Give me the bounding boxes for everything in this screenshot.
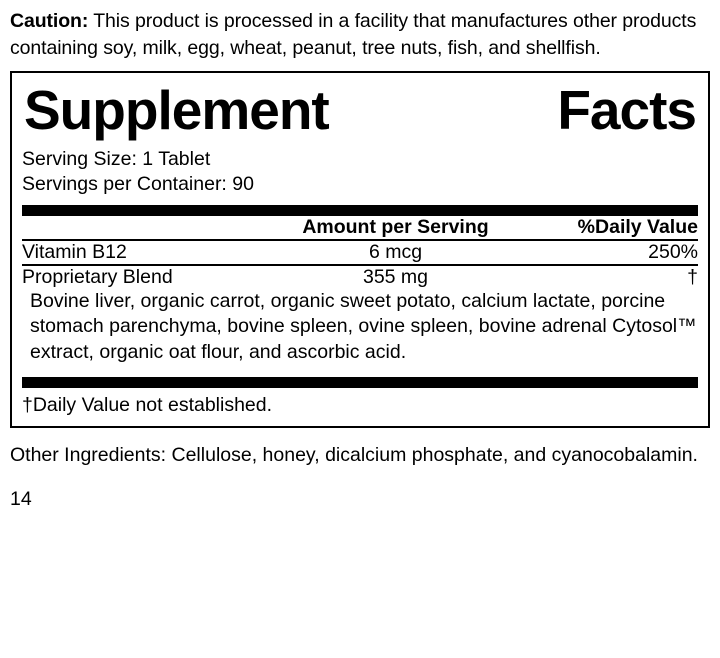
- page-number: 14: [10, 488, 32, 510]
- row-name-vitamin-b12: Vitamin B12: [22, 241, 127, 263]
- row-dv-proprietary-blend: †: [687, 265, 698, 288]
- daily-value-footnote: †Daily Value not established.: [22, 394, 273, 416]
- caution-text: This product is processed in a facility that manufactures other products containing soy, milk, egg, wheat, peanut, tree nuts, fish, and shellfish.: [10, 10, 697, 59]
- table-row: [22, 241, 698, 264]
- header-daily-value: %Daily Value: [577, 216, 698, 238]
- serving-size: Serving Size: 1 Tablet: [22, 148, 211, 170]
- supplement-facts-title: [22, 79, 698, 141]
- row-dv-vitamin-b12: 250%: [648, 241, 698, 263]
- row-name-proprietary-blend: Proprietary Blend: [22, 265, 173, 288]
- other-ingredients: Other Ingredients: Cellulose, honey, dicalcium phosphate, and cyanocobalamin.: [10, 444, 698, 466]
- facts-table: [22, 216, 698, 239]
- caution-label: Caution:: [10, 10, 89, 32]
- title-word-facts: Facts: [557, 79, 696, 141]
- header-amount-per-serving: Amount per Serving: [302, 216, 489, 238]
- header-blank: [22, 216, 278, 239]
- facts-table-body-1: [22, 241, 698, 264]
- supplement-facts-box: [10, 71, 710, 428]
- divider-thick-bottom: [22, 377, 698, 388]
- row-amount-proprietary-blend: 355 mg: [362, 265, 429, 288]
- row-amount-vitamin-b12: 6 mcg: [368, 241, 423, 263]
- caution-paragraph: [10, 8, 710, 61]
- blend-description: Bovine liver, organic carrot, organic sweet potato, calcium lactate, porcine stomach parenchyma, bovine spleen, ovine spleen, bovine adrenal Cytosol™ extract, organic oat flour, and ascorbic acid.: [30, 289, 697, 363]
- facts-table-body-2: [22, 266, 698, 289]
- divider-thick-top: [22, 205, 698, 216]
- table-row: [22, 266, 698, 289]
- title-word-supplement: Supplement: [24, 79, 329, 141]
- servings-per-container: Servings per Container: 90: [22, 173, 254, 195]
- table-header-row: [22, 216, 698, 239]
